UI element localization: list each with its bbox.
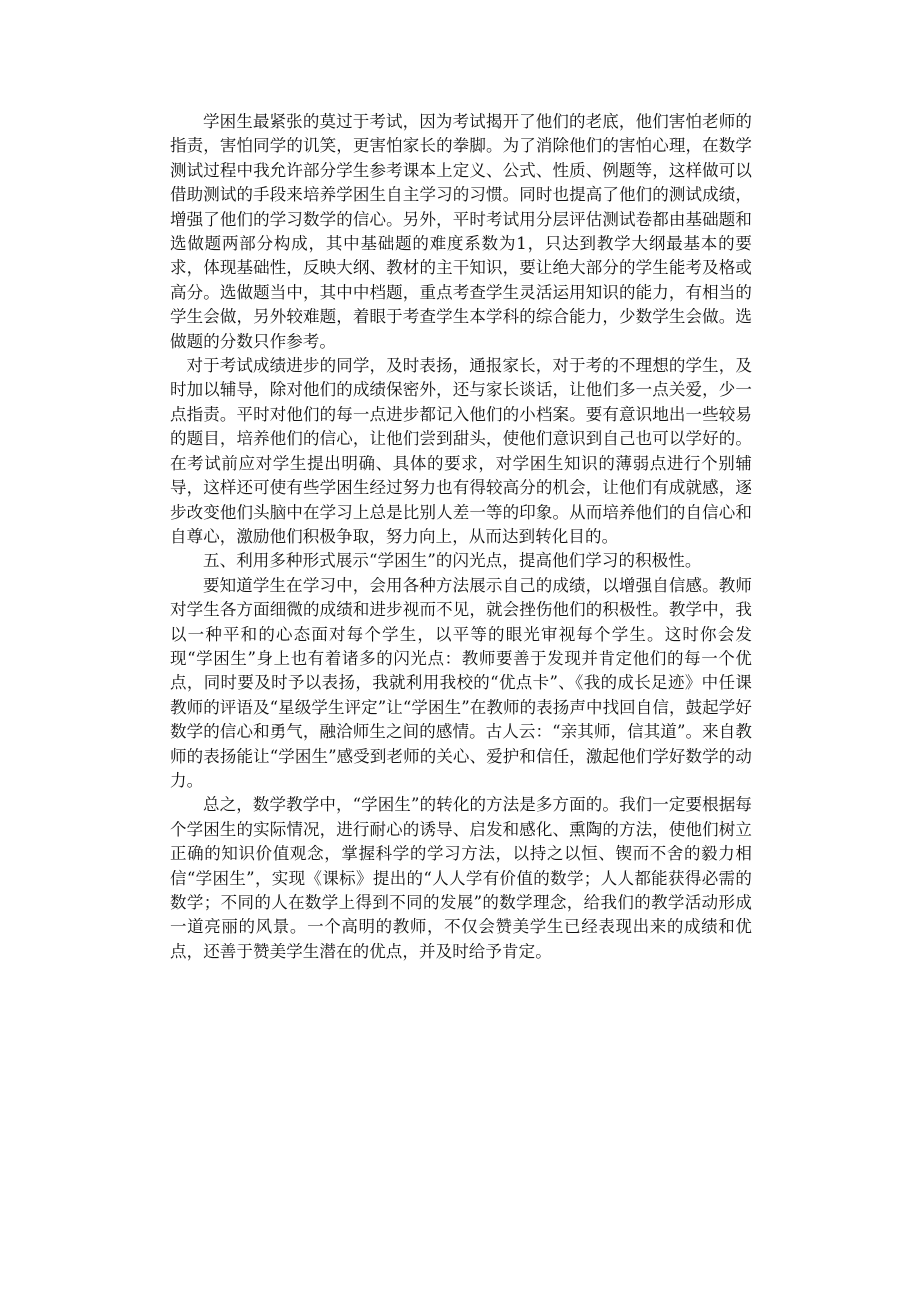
paragraph-progress-praise: 对于考试成绩进步的同学，及时表扬，通报家长，对于考的不理想的学生，及时加以辅导，除对他们的成绩保密外，还与家长谈话，让他们多一点关爱，少一点指责。平时对他们的每一点进步都记入他们的小档案。要有意识地出一些较易的题目，培养他们的信心，让他们尝到甜头，使他们意识到自己也可以学好的。在考试前应对学生提出明确、具体的要求，对学困生知识的薄弱点进行个别辅导，这样还可使有些学困生经过努力也有得较高分的机会，让他们有成就感，逐步改变他们头脑中在学习上总是比别人差一等的印象。从而培养他们的自信心和自尊心，激励他们积极争取，努力向上，从而达到转化目的。 [170, 356, 752, 546]
paragraph-shining-points: 要知道学生在学习中，会用各种方法展示自己的成绩，以增强自信感。教师对学生各方面细微的成绩和进步视而不见，就会挫伤他们的积极性。教学中，我以一种平和的心态面对每个学生，以平等的眼光审视每个学生。这时你会发现“学困生”身上也有着诸多的闪光点：教师要善于发现并肯定他们的每一个优点，同时要及时予以表扬，我就利用我校的“优点卡”、《我的成长足迹》中任课教师的评语及“星级学生评定”让“学困生”在教师的表扬声中找回自信，鼓起学好数学的信心和勇气，融洽师生之间的感情。古人云：“亲其师，信其道”。来自教师的表扬能让“学困生”感受到老师的关心、爱护和信任，激起他们学好数学的动力。 [170, 575, 752, 790]
paragraph-conclusion: 总之，数学教学中，“学困生”的转化的方法是多方面的。我们一定要根据每个学困生的实际情况，进行耐心的诱导、启发和感化、熏陶的方法，使他们树立正确的知识价值观念，掌握科学的学习方法，以持之以恒、锲而不舍的毅力相信“学困生”，实现《课标》提出的“人人学有价值的数学；人人都能获得必需的数学；不同的人在数学上得到不同的发展”的数学理念，给我们的教学活动形成一道亮丽的风景。一个高明的教师，不仅会赞美学生已经表现出来的成绩和优点，还善于赞美学生潜在的优点，并及时给予肯定。 [170, 795, 752, 961]
document-body [170, 110, 752, 964]
section-heading-five: 五、利用多种形式展示“学困生”的闪光点，提高他们学习的积极性。 [203, 551, 702, 571]
paragraph-exam-anxiety: 学困生最紧张的莫过于考试，因为考试揭开了他们的老底，他们害怕老师的指责，害怕同学的讥笑，更害怕家长的拳脚。为了消除他们的害怕心理，在数学测试过程中我允许部分学生参考课本上定义、公式、性质、例题等，这样做可以借助测试的手段来培养学困生自主学习的习惯。同时也提高了他们的测试成绩，增强了他们的学习数学的信心。另外，平时考试用分层评估测试卷都由基础题和选做题两部分构成，其中基础题的难度系数为1，只达到教学大纲最基本的要求，体现基础性，反映大纲、教材的主干知识，要让绝大部分的学生能考及格或高分。选做题当中，其中中档题，重点考查学生灵活运用知识的能力，有相当的学生会做，另外较难题，着眼于考查学生本学科的综合能力，少数学生会做。选做题的分数只作参考。 [170, 112, 752, 351]
